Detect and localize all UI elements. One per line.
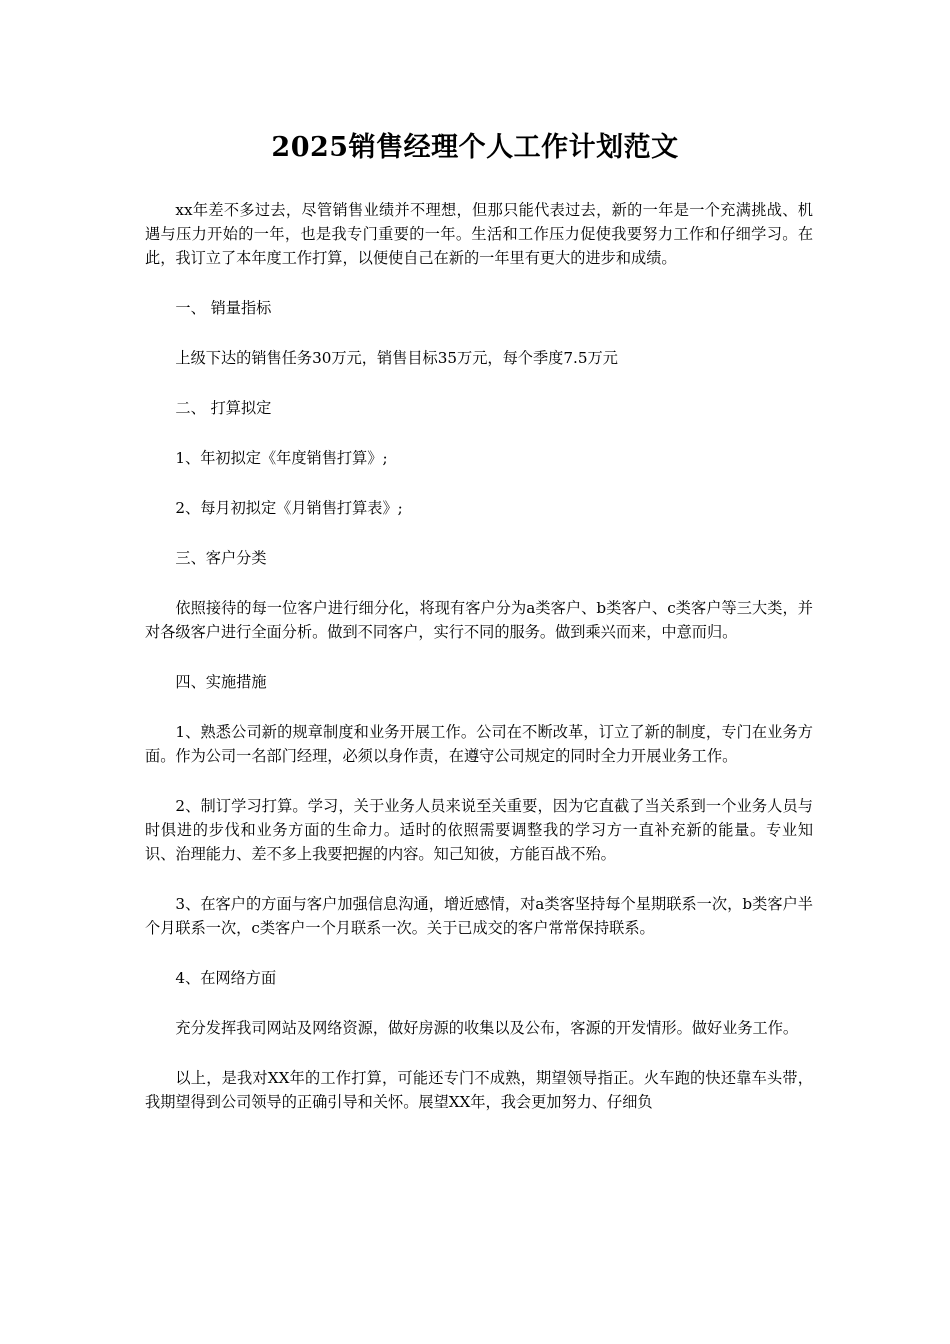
heading-measures: 四、实施措施 — [175, 673, 267, 691]
paragraph-customer-classification: 依照接待的每一位客户进行细分化，将现有客户分为a类客户、b类客户、c类客户等三大类，并对各级客户进行全面分析。做到不同客户，实行不同的服务。做到乘兴而来，中意而归。 — [145, 599, 813, 641]
paragraph-measure-4-heading: 4、在网络方面 — [175, 969, 277, 987]
heading-plan: 二、 打算拟定 — [175, 399, 272, 417]
paragraph-conclusion: 以上，是我对XX年的工作打算，可能还专门不成熟，期望领导指正。火车跑的快还靠车头带，我期望得到公司领导的正确引导和关怀。展望XX年，我会更加努力、仔细负 — [145, 1069, 813, 1111]
paragraph-sales-target: 上级下达的销售任务30万元，销售目标35万元，每个季度7.5万元 — [175, 349, 618, 367]
paragraph-intro: xx年差不多过去，尽管销售业绩并不理想，但那只能代表过去，新的一年是一个充满挑战、机遇与压力开始的一年，也是我专门重要的一年。生活和工作压力促使我要努力工作和仔细学习。在此，我订立了本年度工作打算，以便使自己在新的一年里有更大的进步和成绩。 — [145, 201, 813, 267]
heading-sales-target: 一、 销量指标 — [175, 299, 272, 317]
paragraph-measure-2: 2、制订学习打算。学习，关于业务人员来说至关重要，因为它直截了当关系到一个业务人员与时俱进的步伐和业务方面的生命力。适时的依照需要调整我的学习方一直补充新的能量。专业知识、治理能力、差不多上我要把握的内容。知己知彼，方能百战不殆。 — [145, 797, 813, 863]
document-title: 2025销售经理个人工作计划范文 — [271, 132, 679, 163]
paragraph-plan-2: 2、每月初拟定《月销售打算表》; — [175, 499, 403, 517]
paragraph-plan-1: 1、年初拟定《年度销售打算》; — [175, 449, 388, 467]
paragraph-measure-3: 3、在客户的方面与客户加强信息沟通，增近感情，对a类客坚持每个星期联系一次，b类客户半个月联系一次，c类客户一个月联系一次。关于已成交的客户常常保持联系。 — [145, 895, 813, 937]
heading-customer-classification: 三、客户分类 — [175, 549, 267, 567]
document-body — [145, 198, 813, 1114]
paragraph-network: 充分发挥我司网站及网络资源，做好房源的收集以及公布，客源的开发情形。做好业务工作。 — [175, 1019, 799, 1037]
paragraph-measure-1: 1、熟悉公司新的规章制度和业务开展工作。公司在不断改革，订立了新的制度，专门在业务方面。作为公司一名部门经理，必须以身作责，在遵守公司规定的同时全力开展业务工作。 — [145, 723, 813, 765]
